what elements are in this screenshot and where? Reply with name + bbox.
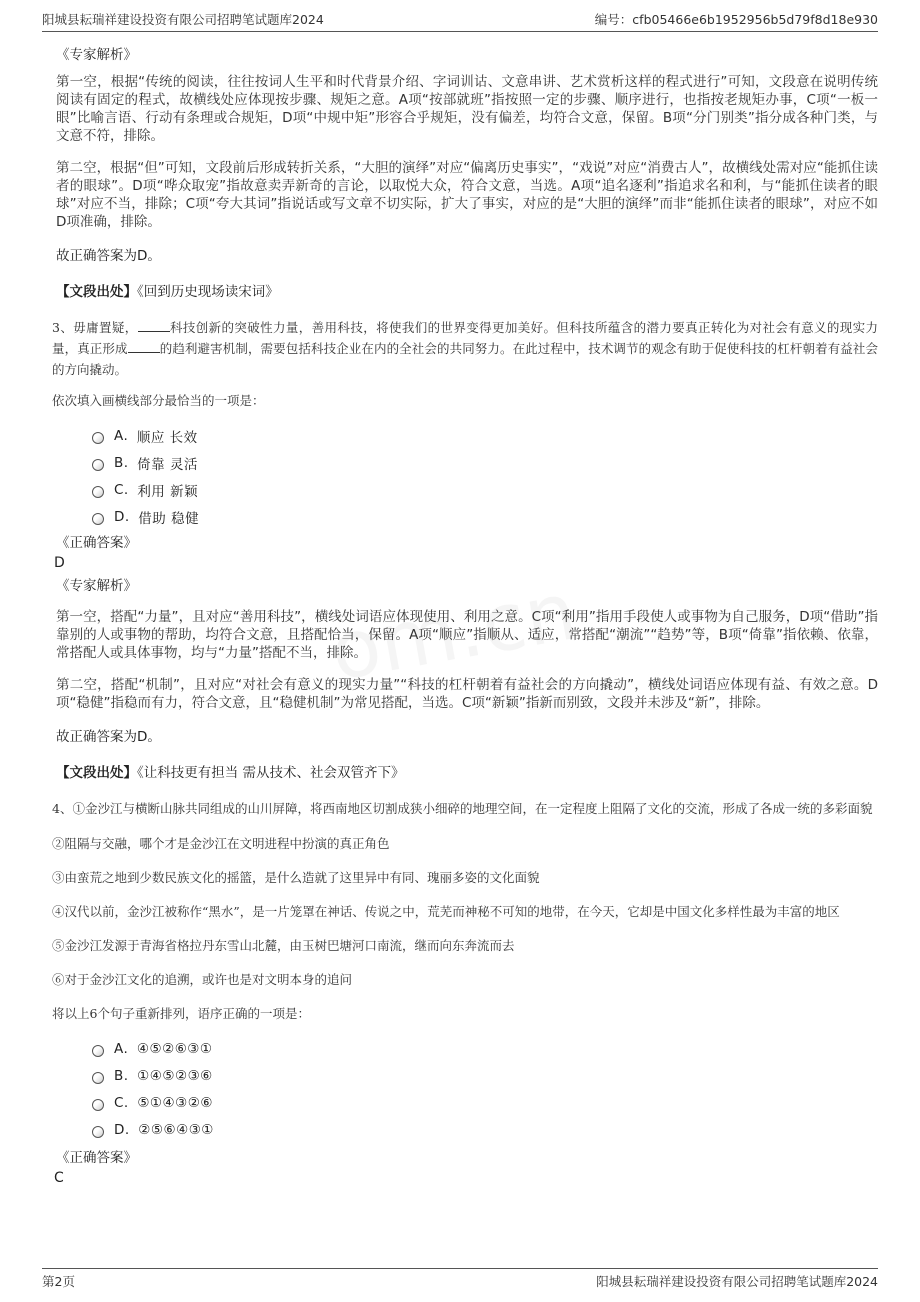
header-title: 阳城县耘瑞祥建设投资有限公司招聘笔试题库2024 [42,12,324,27]
source-title: 《回到历史现场读宋词》 [137,284,279,300]
radio-button[interactable] [92,1126,104,1138]
footer-title: 阳城县耘瑞祥建设投资有限公司招聘笔试题库2024 [596,1274,878,1289]
question-4-statement-2: ②阻隔与交融，哪个才是金沙江在文明进程中扮演的真正角色 [52,836,390,851]
blank-1 [138,320,170,332]
page-header [42,10,878,32]
question-4-statement-4: ④汉代以前，金沙江被称作“黑水”，是一片笼罩在神话、传说之中，荒芜而神秘不可知的地带，在今天，它却是中国文化多样性最为丰富的地区 [52,904,840,919]
question-4-options [92,1035,878,1143]
analysis-paragraph: 第二空，搭配“机制”，且对应“对社会有意义的现实力量”“科技的杠杆朝着有益社会的方向撬动”，横线处词语应体现有益、有效之意。D项“稳健”指稳而有力，符合文意，且“稳健机制”为常见搭配，当选。C项“新颖”指新而别致，文段并未涉及“新”，排除。 [56,677,878,711]
option-b[interactable]: B. ①④⑤②③⑥ [92,1062,878,1089]
option-c[interactable]: C. 利用 新颖 [92,476,878,503]
option-d[interactable]: D. ②⑤⑥④③① [92,1116,878,1143]
question-4-statement-1: 4、①金沙江与横断山脉共同组成的山川屏障，将西南地区切割成狭小细碎的地理空间，在一定程度上阻隔了文化的交流，形成了各成一统的多彩面貌 [52,801,873,816]
radio-button[interactable] [92,513,104,525]
page-content [52,40,878,1186]
analysis-paragraph: 第一空，根据“传统的阅读，往往按词人生平和时代背景介绍、字词训诂、文意串讲、艺术赏析这样的程式进行”可知，文段意在说明传统阅读有固定的程式，故横线处应体现按步骤、规矩之意。A项“按部就班”指按照一定的步骤、顺序进行，也指按老规矩办事，C项“一板一眼”比喻言语、行动有条理或合规矩，D项“中规中矩”形容合乎规矩，没有偏差，均符合文意，保留。B项“分门别类”指分成各种门类，与文意不符，排除。 [56,74,878,144]
question-4-statement-5: ⑤金沙江发源于青海省格拉丹东雪山北麓，由玉树巴塘河口南流，继而向东奔流而去 [52,938,515,953]
question-instruction: 将以上6个句子重新排列，语序正确的一项是： [52,1006,310,1021]
radio-button[interactable] [92,486,104,498]
radio-button[interactable] [92,459,104,471]
question-3-options [92,422,878,530]
source-line [56,764,878,782]
correct-answer-value: D [54,555,65,571]
option-a[interactable]: A. ④⑤②⑥③① [92,1035,878,1062]
correct-answer-label: 《正确答案》 [56,535,137,551]
radio-button[interactable] [92,1099,104,1111]
option-c[interactable]: C. ⑤①④③②⑥ [92,1089,878,1116]
question-4-statement-6: ⑥对于金沙江文化的追溯，或许也是对文明本身的追问 [52,972,353,987]
question-3-text: 3、毋庸置疑， 科技创新的突破性力量，善用科技，将使我们的世界变得更加美好。但科技所蕴含的潜力要真正转化为对社会有意义的现实力量，真正形成 的趋利避害机制，需要包括科技企业在内的全社会的共同努力。在此过程中，技术调节的观念有助于促使科技的杠杆朝着有益社会的方向撬动。 [52,320,878,377]
header-code: 编号：cfb05466e6b1952956b5d79f8d18e930 [594,12,878,27]
source-title: 《让科技更有担当 需从技术、社会双管齐下》 [137,765,405,781]
option-b[interactable]: B. 倚靠 灵活 [92,449,878,476]
page-number: 第2页 [42,1274,75,1289]
source-label: 【文段出处】 [56,765,137,781]
source-label: 【文段出处】 [56,284,137,300]
analysis-paragraph: 第二空，根据“但”可知，文段前后形成转折关系，“大胆的演绎”对应“偏离历史事实”，“戏说”对应“消费古人”，故横线处需对应“能抓住读者的眼球”。D项“哗众取宠”指故意卖弄新奇的言论，以取悦大众，符合文意，当选。A项“追名逐利”指追求名和利，与“能抓住读者的眼球”对应不当，排除；C项“夸大其词”指说话或写文章不切实际，扩大了事实，对应的是“大胆的演绎”而非“能抓住读者的眼球”，对应不如D项准确，排除。 [56,160,878,230]
conclusion-text: 故正确答案为D。 [56,248,161,264]
question-number: 3、 [52,320,74,335]
radio-button[interactable] [92,1072,104,1084]
radio-button[interactable] [92,1045,104,1057]
expert-analysis-label: 《专家解析》 [56,47,137,63]
conclusion-text: 故正确答案为D。 [56,729,161,745]
correct-answer-value: C [54,1170,64,1186]
expert-analysis-label: 《专家解析》 [56,578,137,594]
page-footer [42,1268,878,1290]
correct-answer-label: 《正确答案》 [56,1150,137,1166]
question-instruction: 依次填入画横线部分最恰当的一项是： [52,393,265,408]
source-line [56,283,878,301]
question-number: 4、 [52,801,73,816]
radio-button[interactable] [92,432,104,444]
analysis-paragraph: 第一空，搭配“力量”，且对应“善用科技”，横线处词语应体现使用、利用之意。C项“利用”指用手段使人或事物为自己服务，D项“借助”指靠别的人或事物的帮助，均符合文意，且搭配恰当，保留。A项“顺应”指顺从、适应，常搭配“潮流”“趋势”等，B项“倚靠”指依赖、依靠，常搭配人或具体事物，均与“力量”搭配不当，排除。 [56,609,878,661]
question-4-statement-3: ③由蛮荒之地到少数民族文化的摇篮，是什么造就了这里异中有同、瑰丽多姿的文化面貌 [52,870,540,885]
option-a[interactable]: A. 顺应 长效 [92,422,878,449]
blank-2 [128,341,160,353]
option-d[interactable]: D. 借助 稳健 [92,503,878,530]
